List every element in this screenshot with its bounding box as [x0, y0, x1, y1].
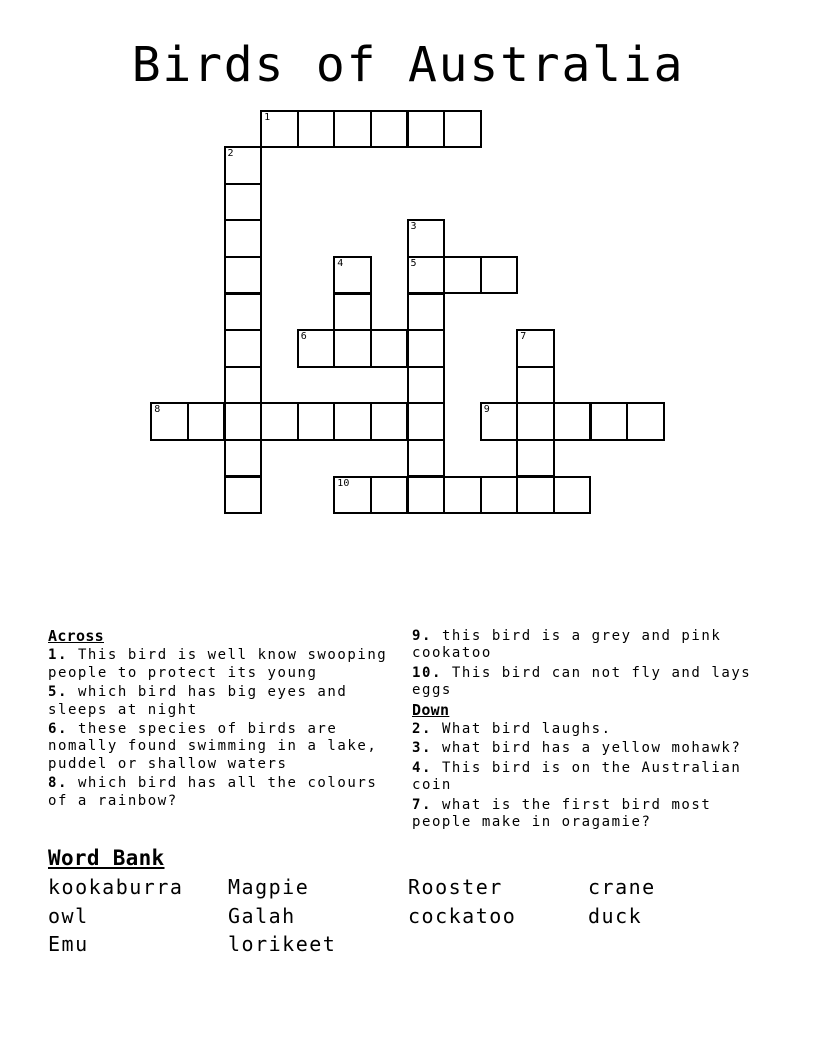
cell-number: 6: [300, 331, 307, 343]
grid-cell[interactable]: [407, 329, 446, 368]
grid-cell[interactable]: [516, 439, 555, 478]
grid-cell[interactable]: [224, 329, 263, 368]
word-bank-item: duck: [588, 903, 643, 928]
grid-cell[interactable]: [443, 476, 482, 515]
word-bank-title: Word Bank: [48, 846, 165, 870]
cell-number: 3: [410, 221, 417, 233]
grid-cell[interactable]: [333, 329, 372, 368]
grid-cell[interactable]: [224, 293, 263, 332]
grid-cell[interactable]: [333, 256, 372, 295]
grid-cell[interactable]: [590, 402, 629, 441]
grid-cell[interactable]: [516, 476, 555, 515]
grid-cell[interactable]: [224, 402, 263, 441]
grid-cell[interactable]: [224, 146, 263, 185]
clue-number: 7.: [412, 796, 432, 813]
clue-text: which bird has all the colours of a rainbow?: [48, 775, 378, 809]
grid-cell[interactable]: [333, 476, 372, 515]
grid-cell[interactable]: [224, 476, 263, 515]
clue-text: these species of birds are nomally found swimming in a lake, puddel or shallow waters: [48, 721, 378, 772]
grid-cell[interactable]: [333, 293, 372, 332]
clue-number: 4.: [412, 759, 432, 776]
cell-number: 5: [410, 257, 417, 269]
word-bank-item: Rooster: [408, 875, 503, 899]
clue-across-5: [48, 684, 398, 719]
clue-down-3: [412, 740, 762, 757]
grid-cell[interactable]: [224, 183, 263, 222]
word-bank-item: owl: [48, 903, 89, 928]
grid-cell[interactable]: [407, 110, 446, 149]
cell-number: 2: [227, 148, 234, 160]
grid-cell[interactable]: [480, 402, 519, 441]
grid-cell[interactable]: [480, 476, 519, 515]
grid-cell[interactable]: [224, 439, 263, 478]
cell-number: 1: [264, 111, 271, 123]
clue-text: What bird laughs.: [431, 721, 612, 738]
grid-cell[interactable]: [370, 402, 409, 441]
clue-down-7: [412, 797, 762, 832]
clue-number: 1.: [48, 647, 68, 664]
clue-down-2: [412, 721, 762, 738]
clue-across-10: [412, 665, 762, 700]
clue-text: This bird is on the Australian coin: [412, 759, 742, 794]
grid-cell[interactable]: [516, 329, 555, 368]
cell-number: 8: [154, 404, 161, 416]
grid-cell[interactable]: [224, 366, 263, 405]
down-heading: Down: [412, 700, 450, 719]
grid-cell[interactable]: [370, 476, 409, 515]
grid-cell[interactable]: [297, 110, 336, 149]
word-bank-item: crane: [588, 875, 656, 899]
grid-cell[interactable]: [260, 110, 299, 149]
across-heading: Across: [48, 627, 104, 645]
clue-text: This bird is well know swooping people to protect its young: [48, 647, 388, 681]
clue-across-1: [48, 647, 398, 682]
grid-cell[interactable]: [407, 476, 446, 515]
grid-cell[interactable]: [407, 402, 446, 441]
grid-cell[interactable]: [407, 256, 446, 295]
grid-cell[interactable]: [150, 402, 189, 441]
grid-cell[interactable]: [443, 110, 482, 149]
clue-number: 8.: [48, 775, 68, 792]
word-bank: [48, 843, 768, 959]
clues-left-column: [48, 628, 398, 812]
word-bank-item: kookaburra: [48, 875, 184, 899]
grid-cell[interactable]: [443, 256, 482, 295]
clue-across-6: [48, 721, 398, 773]
clue-text: this bird is a grey and pink cookatoo: [412, 628, 722, 662]
clue-number: 10.: [412, 664, 442, 681]
grid-cell[interactable]: [407, 293, 446, 332]
clue-across-8: [48, 775, 398, 810]
clue-number: 3.: [412, 740, 432, 757]
clues-right-column: [412, 628, 762, 833]
grid-cell[interactable]: [297, 402, 336, 441]
clue-across-9: [412, 628, 762, 663]
clue-number: 5.: [48, 684, 68, 701]
clue-number: 6.: [48, 721, 68, 738]
clue-down-4: [412, 760, 762, 795]
grid-cell[interactable]: [370, 110, 409, 149]
grid-cell[interactable]: [407, 439, 446, 478]
grid-cell[interactable]: [516, 402, 555, 441]
grid-cell[interactable]: [224, 219, 263, 258]
clue-text: This bird can not fly and lays eggs: [412, 664, 752, 699]
clue-number: 2.: [412, 721, 432, 738]
grid-cell[interactable]: [224, 256, 263, 295]
word-bank-list: [48, 873, 768, 959]
word-bank-item: Magpie: [228, 875, 310, 899]
word-bank-item: cockatoo: [408, 903, 517, 928]
word-bank-item: Galah: [228, 903, 296, 928]
grid-cell[interactable]: [260, 402, 299, 441]
grid-cell[interactable]: [553, 476, 592, 515]
cell-number: 10: [337, 477, 350, 489]
grid-cell[interactable]: [297, 329, 336, 368]
grid-cell[interactable]: [626, 402, 665, 441]
cell-number: 4: [337, 257, 344, 269]
word-bank-item: Emu: [48, 932, 89, 956]
grid-cell[interactable]: [553, 402, 592, 441]
grid-cell[interactable]: [407, 219, 446, 258]
grid-cell[interactable]: [516, 366, 555, 405]
clue-text: which bird has big eyes and sleeps at night: [48, 684, 348, 718]
grid-cell[interactable]: [407, 366, 446, 405]
puzzle-title: Birds of Australia: [131, 37, 685, 93]
grid-cell[interactable]: [333, 110, 372, 149]
clue-text: what is the first bird most people make in oragamie?: [412, 796, 712, 831]
clue-number: 9.: [412, 628, 432, 644]
cell-number: 7: [520, 331, 527, 343]
grid-cell[interactable]: [480, 256, 519, 295]
word-bank-item: lorikeet: [228, 932, 337, 956]
grid-cell[interactable]: [187, 402, 226, 441]
cell-number: 9: [483, 404, 490, 416]
grid-cell[interactable]: [333, 402, 372, 441]
grid-cell[interactable]: [370, 329, 409, 368]
clue-text: what bird has a yellow mohawk?: [431, 740, 742, 757]
